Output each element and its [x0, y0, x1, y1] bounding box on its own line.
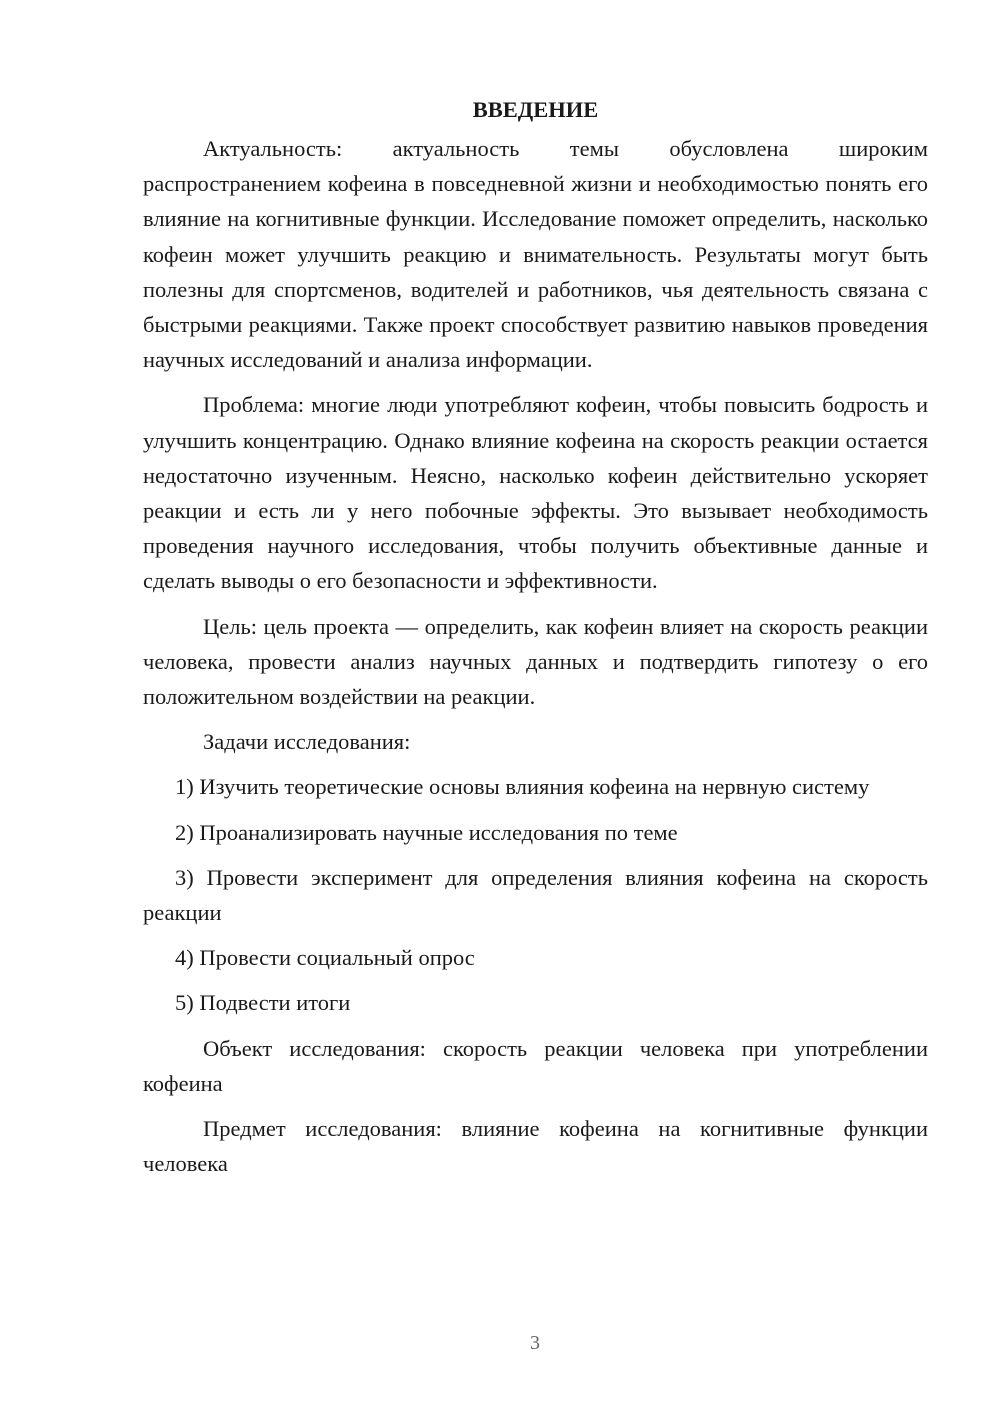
relevance-paragraph: Актуальность: актуальность темы обусловлена широким распространением кофеина в повседневной жизни и необходимостью понять его влияние на когнитивные функции. Исследование поможет определить, насколько кофеин может улучшить реакцию и внимательность. Результаты могут быть полезны для спортсменов, водителей и работников, чья деятельность связана с быстрыми реакциями. Также проект способствует развитию навыков проведения научных исследований и анализа информации.: [143, 136, 928, 373]
page-content: [143, 92, 928, 1191]
research-subject-paragraph: Предмет исследования: влияние кофеина на когнитивные функции человека: [143, 1116, 928, 1177]
page-number: 3: [530, 1332, 540, 1354]
task-item-2: 2) Проанализировать научные исследования по теме: [175, 819, 678, 845]
tasks-heading: Задачи исследования:: [203, 729, 411, 755]
goal-paragraph: Цель: цель проекта — определить, как кофеин влияет на скорость реакции человека, провести анализ научных данных и подтвердить гипотезу о его положительном воздействии на реакции.: [143, 613, 928, 710]
page-title: ВВЕДЕНИЕ: [472, 97, 599, 122]
task-item-3: 3) Провести эксперимент для определения влияния кофеина на скорость реакции: [143, 864, 928, 926]
research-object-paragraph: Объект исследования: скорость реакции человека при употреблении кофеина: [143, 1035, 928, 1096]
task-item-4: 4) Провести социальный опрос: [175, 945, 475, 971]
task-item-5: 5) Подвести итоги: [175, 990, 351, 1016]
task-item-1: 1) Изучить теоретические основы влияния кофеина на нервную систему: [175, 774, 870, 800]
problem-paragraph: Проблема: многие люди употребляют кофеин, чтобы повысить бодрость и улучшить концентрацию. Однако влияние кофеина на скорость реакции остается недостаточно изученным. Неясно, насколько кофеин действительно ускоряет реакции и есть ли у него побочные эффекты. Это вызывает необходимость проведения научного исследования, чтобы получить объективные данные и сделать выводы о его безопасности и эффективности.: [143, 392, 928, 594]
